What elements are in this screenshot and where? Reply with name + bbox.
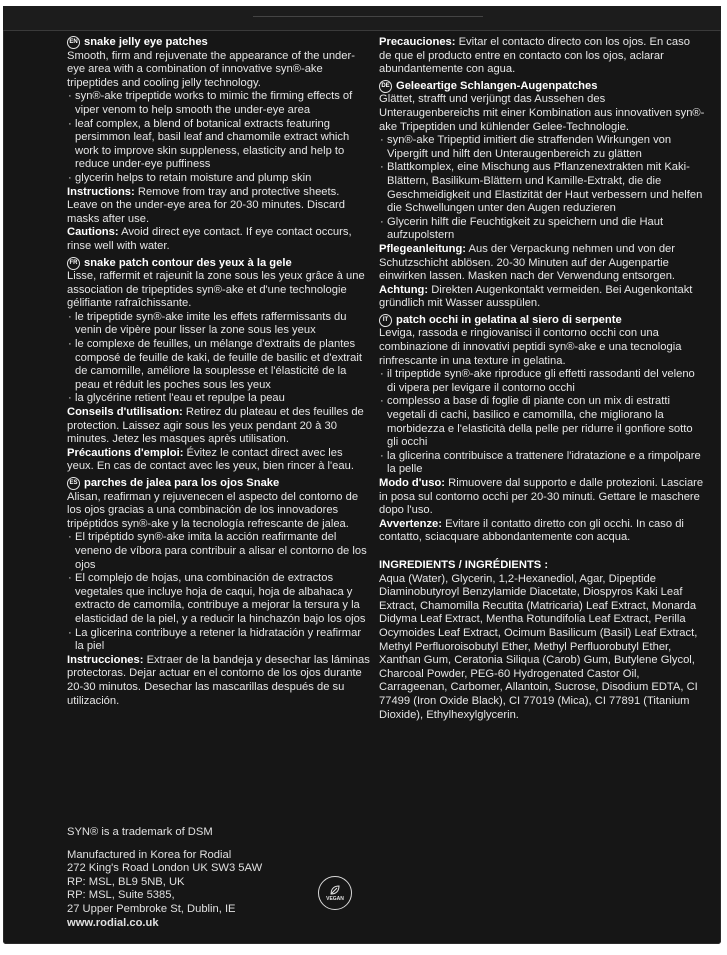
list-item: · syn®-ake tripeptide works to mimic the firming effects of viper venom to help smooth the under-eye area bbox=[67, 90, 370, 117]
left-column bbox=[67, 36, 370, 711]
leaf-icon bbox=[329, 884, 341, 896]
section-en-title: EN snake jelly eye patches bbox=[67, 36, 370, 50]
ingredients-list: Aqua (Water), Glycerin, 1,2-Hexanediol, Agar, Dipeptide Diaminobutyroyl Benzylamide Diacetate, Diospyros Kaki Leaf Extract, Chamomilla Recutita (Matricaria) Leaf Extract, Monarda Didyma Leaf Extract, Mentha Rotundifolia Leaf Extract, Perilla Ocymoides Leaf Extract, Ocimum Basilicum (Basil) Leaf Extract, Methyl Perfluoroisobutyl Ether, Methyl Perfluorobutyl Ether, Xanthan Gum, Ceratonia Siliqua (Carob) Gum, Butylene Glycol, Charcoal Powder, PEG-60 Hydrogenated Castor Oil, Carrageenan, Carbomer, Allantoin, Sucrose, Disodium EDTA, CI 77499 (Iron Oxide Black), CI 77019 (Mica), CI 77891 (Titanium Dioxide), Ethylhexylglycerin. bbox=[379, 572, 698, 721]
section-de-cautions: Achtung: Direkten Augenkontakt vermeiden. Bei Augenkontakt gründlich mit Wasser ausspülen. bbox=[379, 283, 693, 310]
rp-line: RP: MSL, Suite 5385, bbox=[67, 889, 175, 902]
section-fr-intro: Lisse, raffermit et rajeunit la zone sous les yeux grâce à une association de tripeptides syn®-ake et d'une technologie gélifiante rafraîchissante. bbox=[67, 270, 365, 310]
address-line: 27 Upper Pembroke St, Dublin, IE bbox=[67, 902, 236, 915]
vegan-label: VEGAN bbox=[326, 896, 344, 902]
language-badge-icon: FR bbox=[67, 257, 80, 270]
vegan-badge bbox=[318, 876, 352, 910]
rp-line: RP: MSL, BL9 5NB, UK bbox=[67, 875, 185, 888]
list-item: · El tripéptido syn®-ake imita la acción reafirmante del veneno de víbora para contribuir a alisar el contorno de los ojos bbox=[67, 531, 370, 572]
ingredients-heading: INGREDIENTS / INGRÉDIENTS : bbox=[379, 558, 549, 571]
address-line: 272 King's Road London UK SW3 5AW bbox=[67, 862, 263, 875]
section-fr-cautions: Précautions d'emploi: Évitez le contact direct avec les yeux. En cas de contact avec les yeux, bien rincer à l'eau. bbox=[67, 446, 354, 473]
section-es-instructions: Instrucciones: Extraer de la bandeja y desechar las láminas protectoras. Dejar actuar en el contorno de los ojos durante 20-30 minutos. Desechar las mascarillas después de su utilización. bbox=[67, 653, 370, 707]
trademark-note: SYN® is a trademark of DSM bbox=[67, 826, 213, 838]
section-es-cautions: Precauciones: Evitar el contacto directo con los ojos. En caso de que el producto entre en contacto con los ojos, aclarar abundantemente con agua. bbox=[379, 36, 690, 76]
right-column bbox=[379, 36, 705, 722]
list-item: · glycerin helps to retain moisture and plump skin bbox=[67, 172, 370, 186]
product-box-back bbox=[3, 6, 721, 944]
manufacturer-line: Manufactured in Korea for Rodial bbox=[67, 848, 232, 861]
website: www.rodial.co.uk bbox=[67, 916, 159, 929]
list-item: · le complexe de feuilles, un mélange d'extraits de plantes composé de feuille de kaki, de feuille de basilic et d'extrait de camomille, améliore la souplesse et l'élasticité de la peau et réduit les poches sous les yeux bbox=[67, 338, 370, 392]
footer bbox=[67, 826, 367, 930]
language-badge-icon: ES bbox=[67, 477, 80, 490]
list-item: · Glycerin hilft die Feuchtigkeit zu speichern und die Haut aufzupolstern bbox=[379, 216, 705, 243]
section-en-bullets bbox=[67, 90, 370, 185]
list-item: · El complejo de hojas, una combinación de extractos vegetales que incluye hoja de caqui, hoja de albahaca y extracto de camomila, contribuye a mejorar la tersura y la elasticidad de la piel, y a reducir la hinchazón bajo los ojos bbox=[67, 572, 370, 626]
list-item: · La glicerina contribuye a retener la hidratación y reafirmar la piel bbox=[67, 627, 370, 654]
section-es-title: ES parches de jalea para los ojos Snake bbox=[67, 477, 370, 491]
section-de-instructions: Pflegeanleitung: Aus der Verpackung nehmen und von der Schutzschicht ablösen. 20-30 Minuten auf der Augenpartie einwirken lassen. Masken nach der Verwendung entsorgen. bbox=[379, 242, 676, 283]
section-it bbox=[379, 314, 705, 545]
section-de-intro: Glättet, strafft und verjüngt das Aussehen des Unteraugenbereichs mit einer Kombination aus innovativen syn®-ake Tripeptiden und kühlender Gelee-Technologie. bbox=[379, 93, 705, 133]
box-top-mark bbox=[253, 6, 483, 17]
list-item: · le tripeptide syn®-ake imite les effets raffermissants du venin de vipère pour lisser la zone sous les yeux bbox=[67, 311, 370, 338]
section-it-intro: Leviga, rassoda e ringiovanisci il contorno occhi con una combinazione di innovativi peptidi syn®-ake e una tecnologia rinfrescante in una texture in gelatina. bbox=[379, 327, 682, 367]
section-de-bullets bbox=[379, 134, 705, 243]
list-item: · la glicerina contribuisce a trattenere l'idratazione e a rimpolpare la pelle bbox=[379, 450, 705, 477]
list-item: · Blattkomplex, eine Mischung aus Pflanzenextrakten mit Kaki-Blättern, Basilikum-Blättern und Kamille-Extrakt, die die Geschmeidigkeit und Elastizität der Haut verbessern und helfen die Schwellungen unter den Augen reduzieren bbox=[379, 161, 705, 215]
list-item: · il tripeptide syn®-ake riproduce gli effetti rassodanti del veleno di vipera per levigare il contorno occhi bbox=[379, 368, 705, 395]
section-en-intro: Smooth, firm and rejuvenate the appearance of the under-eye area with a combination of innovative syn®-ake tripeptides and cooling jelly technology. bbox=[67, 49, 355, 89]
section-fr-instructions: Conseils d'utilisation: Retirez du plateau et des feuilles de protection. Laissez agir sous les yeux pendant 20 à 30 minutes. Jetez les masques après utilisation. bbox=[67, 406, 364, 446]
section-es bbox=[67, 477, 370, 708]
section-it-cautions: Avvertenze: Evitare il contatto diretto con gli occhi. In caso di contatto, sciacquare abbondantemente con acqua. bbox=[379, 517, 684, 544]
section-it-title: IT patch occhi in gelatina al siero di serpente bbox=[379, 314, 705, 328]
language-badge-icon: DE bbox=[379, 80, 392, 93]
section-es-bullets bbox=[67, 531, 370, 653]
section-fr-bullets bbox=[67, 311, 370, 406]
language-badge-icon: EN bbox=[67, 36, 80, 49]
section-de-title: DE Geleeartige Schlangen-Augenpatches bbox=[379, 80, 705, 94]
list-item: · la glycérine retient l'eau et repulpe la peau bbox=[67, 392, 370, 406]
section-fr bbox=[67, 257, 370, 475]
list-item: · complesso a base di foglie di piante con un mix di estratti vegetali di cachi, basilico e camomilla, che migliorano la morbidezza e l'elasticità della pelle per ridurre il gonfiore sotto gli occhi bbox=[379, 395, 705, 449]
section-fr-title: FR snake patch contour des yeux à la gele bbox=[67, 257, 370, 271]
section-en bbox=[67, 36, 370, 254]
ingredients-section bbox=[379, 559, 705, 722]
section-en-instructions: Instructions: Remove from tray and protective sheets. Leave on the under-eye area for 20-30 minutes. Discard masks after use. bbox=[67, 185, 345, 225]
list-item: · syn®-ake Tripeptid imitiert die straffenden Wirkungen von Vipergift und hilft den Unteraugenbereich zu glätten bbox=[379, 134, 705, 161]
list-item: · leaf complex, a blend of botanical extracts featuring persimmon leaf, basil leaf and chamomile extract which work to improve skin suppleness, elasticity and help to reduce under-eye puffiness bbox=[67, 118, 370, 172]
section-it-instructions: Modo d'uso: Rimuovere dal supporto e dalle protezioni. Lasciare in posa sul contorno occhi per 20-30 minuti. Gettare le maschere dopo l'uso. bbox=[379, 477, 704, 517]
box-top-flap bbox=[3, 6, 721, 31]
section-de bbox=[379, 80, 705, 311]
section-it-bullets bbox=[379, 368, 705, 477]
language-badge-icon: IT bbox=[379, 314, 392, 327]
section-es-intro: Alisan, reafirman y rejuvenecen el aspecto del contorno de los ojos gracias a una combinación de los innovadores tripéptidos syn®-ake y la tecnología refrescante de jalea. bbox=[67, 490, 359, 530]
section-en-cautions: Cautions: Avoid direct eye contact. If eye contact occurs, rinse well with water. bbox=[67, 226, 352, 252]
